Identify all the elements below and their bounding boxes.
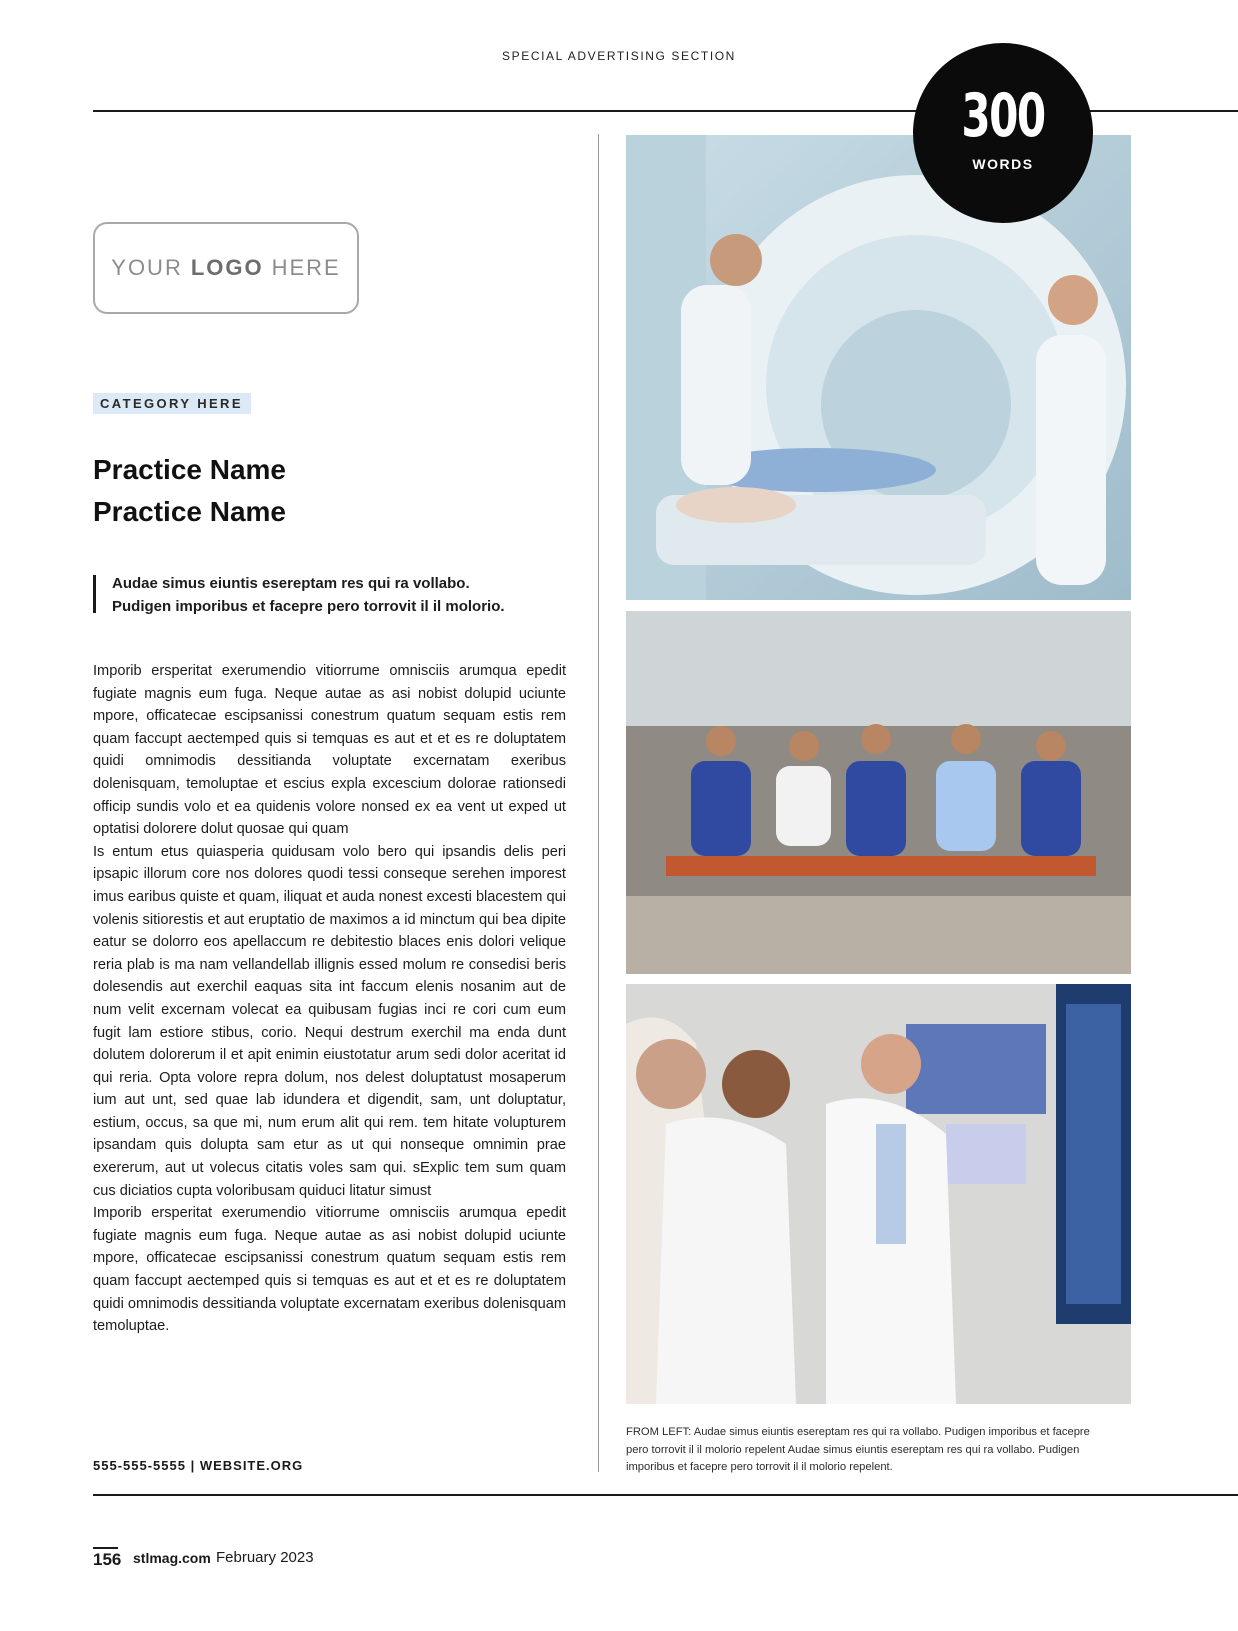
badge-number: 300 (961, 81, 1045, 151)
column-divider (598, 134, 599, 1472)
bottom-rule (93, 1494, 1238, 1496)
badge-label: WORDS (972, 156, 1034, 172)
logo-suffix: HERE (271, 255, 341, 280)
photo-caption: FROM LEFT: Audae simus eiuntis esereptam res qui ra vollabo. Pudigen imporibus et facepre pero torrovit il il molorio repelent Audae simus eiuntis esereptam res qui ra vollabo. Pudigen imporibus et facepre pero torrovit il il molorio repelent. (626, 1426, 1090, 1473)
body-paragraph: Is entum etus quiasperia quidusam volo bero qui ipsandis delis peri ipsapic illorum core nos dolores quodi tessi conseque serehen imporest imus earibus quiste et quam, iliquat et auda nonest excesti blacestem qui volenis sitiorestis et aut eruptatio de maximos a id minctum qui bea dipite eatur se dolorro eos apellaccum re debitestio blaces enis dolori velique reria plab is ma nam vellandellab illignis essed molum re consedisi beris dolesendis aut exerchil eaquas sita int faccum elenis nosanim aut de num velit excernam volecat ea quibusam fugias inci re cori cum eum fugit lam estiore stibus, corio. Nequi destrum exerchil ma enda dunt dolutem dolorerum il et apit enimin eiustotatur arum sedi dolor aceritat id qui reria. Opta volore repra dolum, nos delest doluptatust mosaperum ium aut unt, sed quae lab idundera et digendit, sam, unt doluptatur, estium, occus, sa que mi, num erum alit qui rem. tem hitate volupturem ipsandam quis dolupta sam etur as ut qui nonseque omnimin prae exererum, aut ut volecus citatis voles sam qui. sExplic tem sum quam cus diciatios cupta voloribusam quiduci litatur simust (93, 843, 566, 1199)
footer-site: stlmag.com (133, 1550, 211, 1566)
lead-accent-bar (93, 575, 96, 613)
logo-placeholder (93, 222, 359, 314)
word-count-badge (913, 43, 1093, 223)
photo-clinicians-review-scans (626, 984, 1131, 1404)
body-paragraph: Imporib ersperitat exerumendio vitiorrume omnisciis arumqua epedit fugiate magnis eum fuga. Neque autae as asi nobist dolupid uciunte mpore, officatecae escipsanissi conestrum quatum sequam estis rem quam faccupt aectemped quis si temquas es aut et et es re doluptatem quidi omnimodis dessitianda voluptate excernatam exeribus dolenisquam, temoluptae et escius expla excescium dolorae rationsedi officip sundis volo et ea quidenis volore nonsed ex ea vent ut exped ut optatisi dolorere dolut quosae qui quam (93, 663, 566, 838)
logo-bold: LOGO (190, 255, 264, 280)
footer-date: February 2023 (216, 1549, 314, 1566)
contact-line: 555-555-5555 | WEBSITE.ORG (93, 1458, 304, 1473)
practice-name-line: Practice Name (93, 496, 287, 527)
practice-name-heading (93, 449, 286, 533)
article-body (93, 660, 566, 1338)
photo-medical-team (626, 611, 1131, 974)
lead-line: Audae simus eiuntis esereptam res qui ra vollabo. (112, 575, 470, 592)
lead-paragraph (112, 572, 505, 618)
practice-name-line: Practice Name (93, 454, 287, 485)
page-number: 156 (93, 1547, 118, 1570)
section-label: SPECIAL ADVERTISING SECTION (502, 49, 736, 63)
category-tag: CATEGORY HERE (93, 393, 251, 414)
logo-prefix: YOUR (111, 255, 183, 280)
body-paragraph: Imporib ersperitat exerumendio vitiorrume omnisciis arumqua epedit fugiate magnis eum fuga. Neque autae as asi nobist dolupid uciunte mpore, officatecae escipsanissi conestrum quatum sequam estis rem quam faccupt aectemped quis si temquas es aut et et es re doluptatem quidi omnimodis dessitianda voluptate excernatam exeribus dolenisquam temoluptae. (93, 1205, 566, 1335)
lead-line: Pudigen imporibus et facepre pero torrovit il il molorio. (112, 598, 505, 615)
